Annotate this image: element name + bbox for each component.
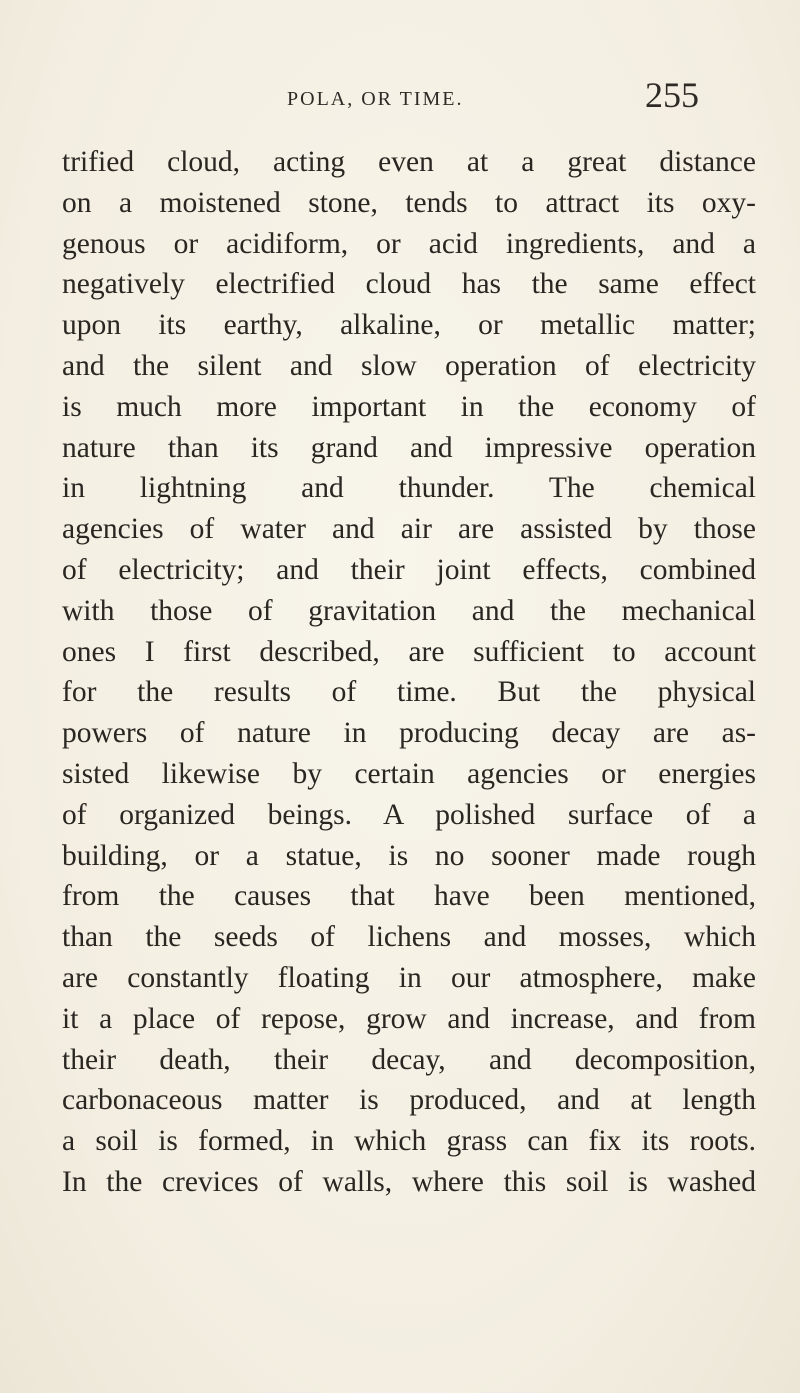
text-line: are constantly floating in our atmosphere, make xyxy=(62,961,756,994)
text-line: upon its earthy, alkaline, or metallic matter; xyxy=(62,309,756,342)
page-number: 255 xyxy=(645,75,699,115)
running-head: POLA, OR TIME. xyxy=(287,88,464,110)
text-line: of electricity; and their joint effects, combined xyxy=(62,553,756,586)
text-line: in lightning and thunder. The chemical xyxy=(62,472,756,505)
text-line: of organized beings. A polished surface of a xyxy=(62,798,756,831)
text-line: sisted likewise by certain agencies or energies xyxy=(62,757,756,790)
text-line: nature than its grand and impressive operation xyxy=(62,431,756,464)
text-line: agencies of water and air are assisted by those xyxy=(62,513,756,546)
text-line: negatively electrified cloud has the same effect xyxy=(62,268,756,301)
text-line: powers of nature in producing decay are as- xyxy=(62,717,756,750)
text-line: building, or a statue, is no sooner made rough xyxy=(62,839,756,872)
text-line: is much more important in the economy of xyxy=(62,390,756,423)
text-line: trified cloud, acting even at a great distance xyxy=(62,146,756,178)
text-line: on a moistened stone, tends to attract its oxy- xyxy=(62,186,756,219)
text-line: it a place of repose, grow and increase, and from xyxy=(62,1002,756,1035)
text-line: ones I first described, are sufficient to account xyxy=(62,635,756,668)
text-line: with those of gravitation and the mechanical xyxy=(62,594,756,627)
text-line: their death, their decay, and decomposition, xyxy=(62,1043,756,1076)
body-text xyxy=(62,142,756,1203)
text-line: and the silent and slow operation of electricity xyxy=(62,349,756,382)
text-line: for the results of time. But the physical xyxy=(62,676,756,709)
text-line: from the causes that have been mentioned, xyxy=(62,880,756,913)
text-line: than the seeds of lichens and mosses, which xyxy=(62,921,756,954)
text-line: In the crevices of walls, where this soil is washed xyxy=(62,1165,756,1198)
text-line: carbonaceous matter is produced, and at length xyxy=(62,1084,756,1117)
text-line: a soil is formed, in which grass can fix its roots. xyxy=(62,1125,756,1158)
text-line: genous or acidiform, or acid ingredients, and a xyxy=(62,227,756,260)
